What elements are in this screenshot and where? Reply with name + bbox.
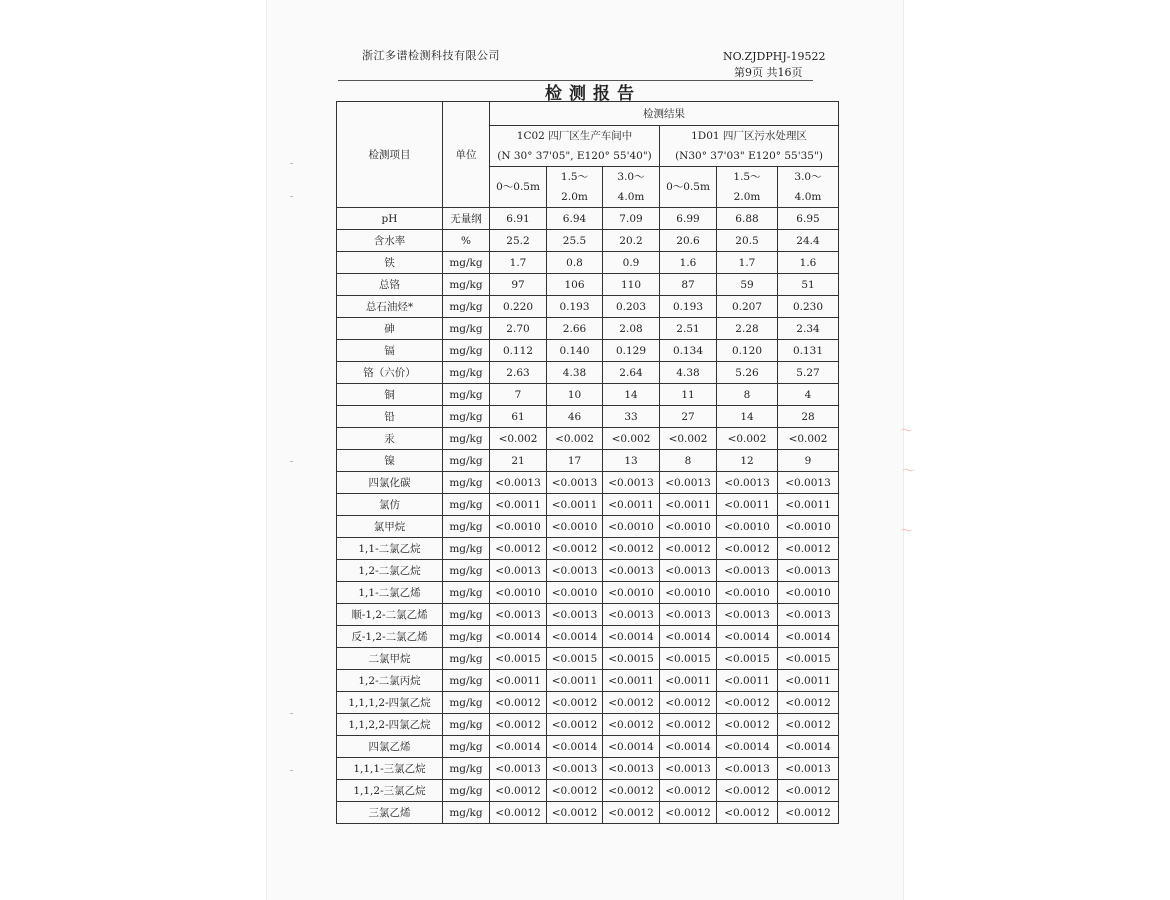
unit-cell: mg/kg — [443, 538, 490, 560]
item-cell: 1,2-二氯乙烷 — [337, 560, 443, 582]
value-cell: <0.0012 — [547, 538, 603, 560]
value-cell: <0.0011 — [717, 670, 778, 692]
item-cell: 顺-1,2-二氯乙烯 — [337, 604, 443, 626]
value-cell: <0.0012 — [490, 714, 547, 736]
value-cell: <0.0013 — [603, 604, 660, 626]
value-cell: 11 — [660, 384, 717, 406]
value-cell: <0.002 — [660, 428, 717, 450]
value-cell: 0.112 — [490, 340, 547, 362]
value-cell: <0.002 — [717, 428, 778, 450]
table-row — [337, 780, 839, 802]
value-cell: 97 — [490, 274, 547, 296]
value-cell: <0.0012 — [603, 714, 660, 736]
value-cell: <0.0012 — [660, 802, 717, 824]
value-cell: <0.0012 — [778, 802, 839, 824]
value-cell: 106 — [547, 274, 603, 296]
value-cell: 12 — [717, 450, 778, 472]
depth-label: 2.0m — [733, 191, 761, 203]
value-cell: 13 — [603, 450, 660, 472]
value-cell: <0.0013 — [490, 472, 547, 494]
unit-cell: mg/kg — [443, 274, 490, 296]
unit-cell: mg/kg — [443, 340, 490, 362]
value-cell: <0.0012 — [603, 780, 660, 802]
scan-speck — [290, 713, 293, 714]
value-cell: 20.5 — [717, 230, 778, 252]
value-cell: <0.0014 — [778, 736, 839, 758]
value-cell: 0.193 — [660, 296, 717, 318]
value-cell: <0.0015 — [490, 648, 547, 670]
unit-cell: mg/kg — [443, 516, 490, 538]
value-cell: <0.0010 — [717, 516, 778, 538]
results-table — [336, 101, 839, 824]
value-cell: 1.7 — [717, 252, 778, 274]
value-cell: <0.0010 — [547, 516, 603, 538]
table-row — [337, 450, 839, 472]
value-cell: <0.002 — [778, 428, 839, 450]
unit-cell: mg/kg — [443, 692, 490, 714]
value-cell: 0.230 — [778, 296, 839, 318]
unit-cell: mg/kg — [443, 428, 490, 450]
value-cell: <0.0015 — [717, 648, 778, 670]
value-cell: 8 — [717, 384, 778, 406]
unit-cell: mg/kg — [443, 758, 490, 780]
value-cell: 9 — [778, 450, 839, 472]
value-cell: <0.0011 — [778, 670, 839, 692]
value-cell: 14 — [603, 384, 660, 406]
unit-cell: mg/kg — [443, 472, 490, 494]
value-cell: <0.0013 — [490, 758, 547, 780]
value-cell: <0.0010 — [660, 516, 717, 538]
item-cell: 四氯化碳 — [337, 472, 443, 494]
value-cell: <0.0012 — [717, 802, 778, 824]
depth-label: 4.0m — [794, 191, 822, 203]
header-results: 检测结果 — [490, 102, 839, 126]
item-cell: 铜 — [337, 384, 443, 406]
value-cell: 2.64 — [603, 362, 660, 384]
table-row — [337, 714, 839, 736]
unit-cell: mg/kg — [443, 318, 490, 340]
scan-speck — [290, 163, 293, 164]
value-cell: 5.27 — [778, 362, 839, 384]
table-row — [337, 362, 839, 384]
report-title: 检测报告 — [545, 84, 641, 104]
value-cell: 7.09 — [603, 208, 660, 230]
value-cell: 33 — [603, 406, 660, 428]
value-cell: 0.207 — [717, 296, 778, 318]
unit-cell: mg/kg — [443, 604, 490, 626]
value-cell: <0.0011 — [717, 494, 778, 516]
value-cell: 0.8 — [547, 252, 603, 274]
value-cell: <0.0012 — [778, 538, 839, 560]
value-cell: <0.0013 — [778, 472, 839, 494]
item-cell: 总铬 — [337, 274, 443, 296]
value-cell: <0.002 — [490, 428, 547, 450]
value-cell: <0.0012 — [547, 780, 603, 802]
table-row — [337, 318, 839, 340]
value-cell: <0.0011 — [547, 494, 603, 516]
value-cell: <0.0013 — [778, 560, 839, 582]
value-cell: <0.0010 — [778, 516, 839, 538]
depth-label: 3.0～ — [794, 171, 822, 183]
value-cell: <0.0012 — [490, 692, 547, 714]
depth-header — [660, 167, 717, 208]
item-cell: pH — [337, 208, 443, 230]
value-cell: <0.0012 — [603, 692, 660, 714]
depth-header — [778, 167, 839, 208]
item-cell: 砷 — [337, 318, 443, 340]
value-cell: <0.0014 — [717, 736, 778, 758]
value-cell: 25.5 — [547, 230, 603, 252]
value-cell: <0.0013 — [547, 604, 603, 626]
value-cell: 8 — [660, 450, 717, 472]
depth-label: 0～0.5m — [496, 181, 540, 193]
value-cell: <0.0012 — [547, 692, 603, 714]
header-unit: 单位 — [443, 102, 490, 208]
value-cell: 0.131 — [778, 340, 839, 362]
unit-cell: mg/kg — [443, 802, 490, 824]
value-cell: 24.4 — [778, 230, 839, 252]
value-cell: 5.26 — [717, 362, 778, 384]
value-cell: <0.0010 — [490, 516, 547, 538]
table-row — [337, 428, 839, 450]
value-cell: <0.0012 — [717, 780, 778, 802]
value-cell: 20.6 — [660, 230, 717, 252]
value-cell: <0.0011 — [603, 494, 660, 516]
value-cell: <0.0013 — [660, 472, 717, 494]
item-cell: 三氯乙烯 — [337, 802, 443, 824]
item-cell: 1,1,1-三氯乙烷 — [337, 758, 443, 780]
value-cell: <0.0013 — [660, 758, 717, 780]
item-cell: 镍 — [337, 450, 443, 472]
value-cell: 0.140 — [547, 340, 603, 362]
value-cell: 110 — [603, 274, 660, 296]
value-cell: <0.0012 — [778, 714, 839, 736]
value-cell: <0.0012 — [547, 802, 603, 824]
value-cell: <0.0012 — [603, 802, 660, 824]
depth-label: 3.0～ — [617, 171, 645, 183]
item-cell: 二氯甲烷 — [337, 648, 443, 670]
value-cell: <0.0010 — [660, 582, 717, 604]
value-cell: <0.0010 — [547, 582, 603, 604]
unit-cell: mg/kg — [443, 626, 490, 648]
item-cell: 1,1,2-三氯乙烷 — [337, 780, 443, 802]
table-row — [337, 516, 839, 538]
value-cell: <0.0013 — [717, 604, 778, 626]
value-cell: 51 — [778, 274, 839, 296]
unit-cell: mg/kg — [443, 780, 490, 802]
value-cell: <0.002 — [547, 428, 603, 450]
value-cell: <0.0010 — [717, 582, 778, 604]
value-cell: <0.002 — [603, 428, 660, 450]
scan-speck — [290, 770, 293, 771]
value-cell: <0.0012 — [717, 692, 778, 714]
table-row — [337, 648, 839, 670]
header-item: 检测项目 — [337, 102, 443, 208]
value-cell: <0.0012 — [490, 538, 547, 560]
value-cell: 2.51 — [660, 318, 717, 340]
scan-speck — [290, 196, 293, 197]
value-cell: 0.129 — [603, 340, 660, 362]
value-cell: 6.95 — [778, 208, 839, 230]
value-cell: <0.0012 — [490, 802, 547, 824]
site-coordinates: (N30° 37'03" E120° 55'35") — [675, 150, 823, 162]
value-cell: <0.0012 — [547, 714, 603, 736]
unit-cell: mg/kg — [443, 736, 490, 758]
item-cell: 氯仿 — [337, 494, 443, 516]
seal-stamp-fragment: 〜 — [900, 524, 914, 539]
unit-cell: mg/kg — [443, 560, 490, 582]
value-cell: <0.0011 — [490, 670, 547, 692]
value-cell: <0.0013 — [717, 472, 778, 494]
value-cell: 1.6 — [778, 252, 839, 274]
value-cell: <0.0011 — [547, 670, 603, 692]
depth-header — [547, 167, 603, 208]
value-cell: 10 — [547, 384, 603, 406]
value-cell: <0.0014 — [717, 626, 778, 648]
depth-header — [490, 167, 547, 208]
value-cell: <0.0013 — [660, 604, 717, 626]
value-cell: <0.0013 — [717, 758, 778, 780]
page-indicator: 第9页 共16页 — [734, 66, 803, 79]
value-cell: 25.2 — [490, 230, 547, 252]
table-row — [337, 538, 839, 560]
value-cell: <0.0012 — [660, 714, 717, 736]
value-cell: <0.0011 — [660, 494, 717, 516]
depth-label: 4.0m — [617, 191, 645, 203]
item-cell: 氯甲烷 — [337, 516, 443, 538]
report-number: NO.ZJDPHJ-19522 — [723, 50, 826, 63]
value-cell: <0.0013 — [778, 758, 839, 780]
value-cell: <0.0011 — [603, 670, 660, 692]
table-row — [337, 340, 839, 362]
unit-cell: 无量纲 — [443, 208, 490, 230]
value-cell: <0.0013 — [603, 560, 660, 582]
depth-label: 0～0.5m — [666, 181, 710, 193]
value-cell: 2.34 — [778, 318, 839, 340]
table-row — [337, 252, 839, 274]
value-cell: <0.0012 — [717, 714, 778, 736]
value-cell: <0.0014 — [547, 626, 603, 648]
item-cell: 铅 — [337, 406, 443, 428]
unit-cell: mg/kg — [443, 296, 490, 318]
depth-header — [603, 167, 660, 208]
value-cell: <0.0010 — [603, 516, 660, 538]
item-cell: 反-1,2-二氯乙烯 — [337, 626, 443, 648]
value-cell: 17 — [547, 450, 603, 472]
value-cell: 2.63 — [490, 362, 547, 384]
value-cell: <0.0013 — [547, 560, 603, 582]
seal-stamp-fragment: 〜 — [902, 464, 916, 479]
value-cell: <0.0013 — [490, 604, 547, 626]
unit-cell: mg/kg — [443, 648, 490, 670]
unit-cell: mg/kg — [443, 384, 490, 406]
value-cell: <0.0012 — [660, 780, 717, 802]
value-cell: <0.0010 — [603, 582, 660, 604]
table-row — [337, 208, 839, 230]
value-cell: 14 — [717, 406, 778, 428]
value-cell: <0.0014 — [603, 626, 660, 648]
value-cell: <0.0013 — [490, 560, 547, 582]
value-cell: <0.0012 — [660, 692, 717, 714]
item-cell: 1,1,2,2-四氯乙烷 — [337, 714, 443, 736]
scan-speck — [290, 461, 293, 462]
item-cell: 镉 — [337, 340, 443, 362]
table-row — [337, 274, 839, 296]
item-cell: 1,1-二氯乙烷 — [337, 538, 443, 560]
value-cell: <0.0014 — [778, 626, 839, 648]
value-cell: <0.0013 — [603, 472, 660, 494]
item-cell: 含水率 — [337, 230, 443, 252]
value-cell: 1.7 — [490, 252, 547, 274]
unit-cell: % — [443, 230, 490, 252]
value-cell: <0.0014 — [660, 626, 717, 648]
value-cell: 2.66 — [547, 318, 603, 340]
unit-cell: mg/kg — [443, 362, 490, 384]
site-1c02-header — [490, 126, 660, 167]
value-cell: <0.0015 — [660, 648, 717, 670]
value-cell: <0.0012 — [660, 538, 717, 560]
value-cell: 46 — [547, 406, 603, 428]
value-cell: <0.0013 — [660, 560, 717, 582]
value-cell: 0.134 — [660, 340, 717, 362]
value-cell: <0.0014 — [603, 736, 660, 758]
value-cell: 6.99 — [660, 208, 717, 230]
table-row — [337, 384, 839, 406]
value-cell: 0.9 — [603, 252, 660, 274]
value-cell: 2.08 — [603, 318, 660, 340]
value-cell: 7 — [490, 384, 547, 406]
value-cell: <0.0012 — [778, 780, 839, 802]
table-row — [337, 736, 839, 758]
value-cell: <0.0011 — [490, 494, 547, 516]
value-cell: 87 — [660, 274, 717, 296]
value-cell: 21 — [490, 450, 547, 472]
value-cell: <0.0015 — [778, 648, 839, 670]
value-cell: 6.91 — [490, 208, 547, 230]
value-cell: 4.38 — [660, 362, 717, 384]
unit-cell: mg/kg — [443, 582, 490, 604]
value-cell: 0.193 — [547, 296, 603, 318]
value-cell: 61 — [490, 406, 547, 428]
value-cell: <0.0015 — [547, 648, 603, 670]
unit-cell: mg/kg — [443, 494, 490, 516]
depth-label: 1.5～ — [560, 171, 589, 183]
table-row — [337, 802, 839, 824]
depth-label: 1.5～ — [733, 171, 761, 183]
table-row — [337, 494, 839, 516]
value-cell: <0.0010 — [490, 582, 547, 604]
company-name: 浙江多谱检测科技有限公司 — [362, 49, 500, 62]
value-cell: <0.0013 — [547, 758, 603, 780]
value-cell: <0.0013 — [778, 604, 839, 626]
item-cell: 汞 — [337, 428, 443, 450]
seal-stamp-fragment: 〜 — [900, 424, 914, 439]
value-cell: 6.94 — [547, 208, 603, 230]
value-cell: 2.28 — [717, 318, 778, 340]
item-cell: 铁 — [337, 252, 443, 274]
table-row — [337, 604, 839, 626]
value-cell: <0.0010 — [778, 582, 839, 604]
site-name: 1D01 四厂区污水处理区 — [691, 130, 807, 142]
table-row — [337, 230, 839, 252]
value-cell: <0.0012 — [717, 538, 778, 560]
table-row — [337, 406, 839, 428]
item-cell: 1,1-二氯乙烯 — [337, 582, 443, 604]
value-cell: <0.0014 — [547, 736, 603, 758]
value-cell: <0.0013 — [717, 560, 778, 582]
value-cell: 1.6 — [660, 252, 717, 274]
value-cell: <0.0014 — [490, 736, 547, 758]
site-1d01-header — [660, 126, 839, 167]
value-cell: <0.0012 — [603, 538, 660, 560]
value-cell: <0.0011 — [778, 494, 839, 516]
depth-header — [717, 167, 778, 208]
table-row — [337, 758, 839, 780]
table-row — [337, 296, 839, 318]
value-cell: 28 — [778, 406, 839, 428]
site-coordinates: (N 30° 37'05", E120° 55'40") — [497, 150, 652, 162]
value-cell: 27 — [660, 406, 717, 428]
table-row — [337, 582, 839, 604]
table-row — [337, 692, 839, 714]
value-cell: 59 — [717, 274, 778, 296]
item-cell: 1,1,1,2-四氯乙烷 — [337, 692, 443, 714]
table-row — [337, 626, 839, 648]
value-cell: <0.0014 — [490, 626, 547, 648]
unit-cell: mg/kg — [443, 450, 490, 472]
value-cell: 0.203 — [603, 296, 660, 318]
value-cell: <0.0012 — [490, 780, 547, 802]
table-row — [337, 472, 839, 494]
value-cell: 4.38 — [547, 362, 603, 384]
item-cell: 总石油烃* — [337, 296, 443, 318]
value-cell: <0.0013 — [547, 472, 603, 494]
site-name: 1C02 四厂区生产车间中 — [516, 130, 633, 142]
value-cell: 0.120 — [717, 340, 778, 362]
value-cell: 20.2 — [603, 230, 660, 252]
table-row — [337, 560, 839, 582]
value-cell: 0.220 — [490, 296, 547, 318]
value-cell: <0.0011 — [660, 670, 717, 692]
depth-label: 2.0m — [561, 191, 588, 203]
item-cell: 铬（六价） — [337, 362, 443, 384]
unit-cell: mg/kg — [443, 406, 490, 428]
value-cell: <0.0012 — [778, 692, 839, 714]
item-cell: 1,2-二氯丙烷 — [337, 670, 443, 692]
table-row — [337, 670, 839, 692]
value-cell: <0.0015 — [603, 648, 660, 670]
value-cell: <0.0014 — [660, 736, 717, 758]
unit-cell: mg/kg — [443, 252, 490, 274]
value-cell: <0.0013 — [603, 758, 660, 780]
value-cell: 4 — [778, 384, 839, 406]
unit-cell: mg/kg — [443, 670, 490, 692]
unit-cell: mg/kg — [443, 714, 490, 736]
value-cell: 2.70 — [490, 318, 547, 340]
value-cell: 6.88 — [717, 208, 778, 230]
item-cell: 四氯乙烯 — [337, 736, 443, 758]
